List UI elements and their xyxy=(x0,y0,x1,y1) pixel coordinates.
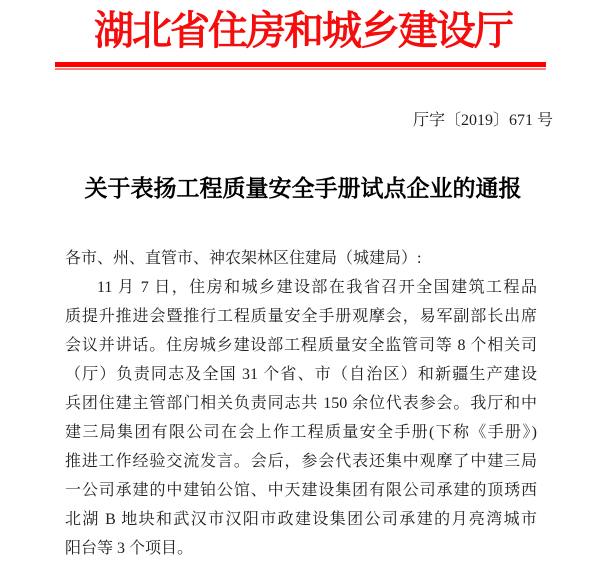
letterhead xyxy=(0,0,606,70)
agency-name: 湖北省住房和城乡建设厅 xyxy=(94,8,512,53)
doc-number: 厅字〔2019〕671 号 xyxy=(412,112,553,129)
body-line: 兵团住建主管部门相关负责同志共 150 余位代表参会。我厅和中 xyxy=(65,395,537,412)
body-line: 质提升推进会暨推行工程质量安全手册观摩会，易军副部长出席 xyxy=(65,308,537,325)
body-line: 北湖 B 地块和武汉市汉阳市政建设集团公司承建的月亮湾城市 xyxy=(65,511,537,528)
body-line: 一公司承建的中建铂公馆、中天建设集团有限公司承建的顶琇西 xyxy=(65,482,537,499)
doc-title: 关于表扬工程质量安全手册试点企业的通报 xyxy=(84,176,522,201)
body-line: 11 月 7 日，住房和城乡建设部在我省召开全国建筑工程品 xyxy=(97,279,537,296)
body-paragraph xyxy=(65,273,537,563)
body-line: （厅）负责同志及全国 31 个省、市（自治区）和新疆生产建设 xyxy=(65,366,537,383)
salutation: 各市、州、直管市、神农架林区住建局（城建局）: xyxy=(65,250,422,267)
body-line: 会议并讲话。住房城乡建设部工程质量安全监管司等 8 个相关司 xyxy=(65,337,537,354)
doc-body xyxy=(65,244,537,563)
body-line: 推进工作经验交流发言。会后，参会代表还集中观摩了中建三局 xyxy=(65,453,537,470)
body-line: 建三局集团有限公司在会上作工程质量安全手册(下称《手册》) xyxy=(65,424,537,441)
body-line: 阳台等 3 个项目。 xyxy=(65,540,194,557)
letterhead-rule-thick xyxy=(55,62,546,67)
letterhead-rule-thin xyxy=(55,68,546,70)
letterhead-rule xyxy=(55,62,546,70)
